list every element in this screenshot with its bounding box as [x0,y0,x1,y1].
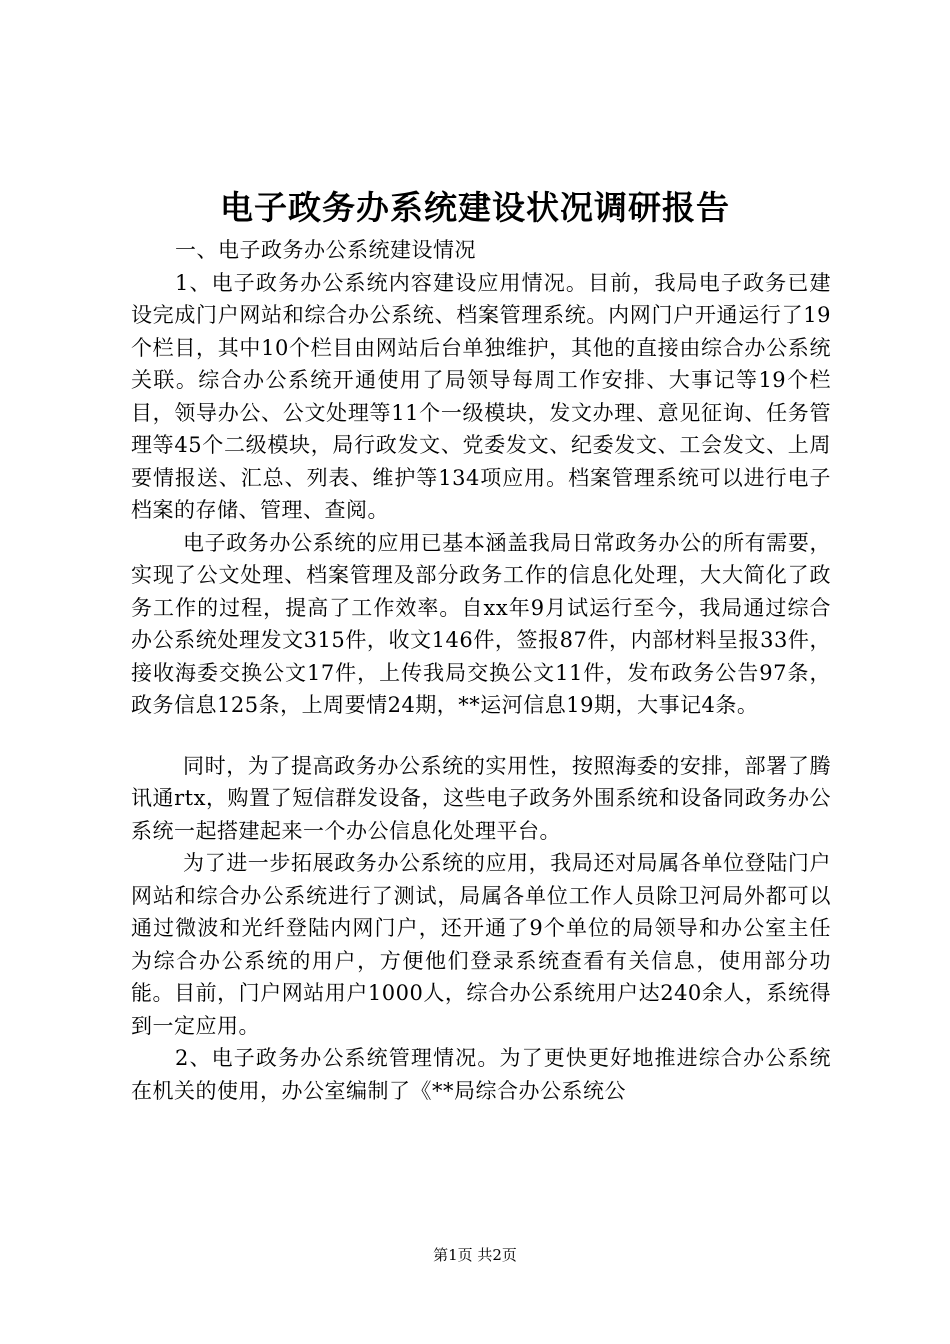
paragraph-2: 电子政务办公系统的应用已基本涵盖我局日常政务办公的所有需要，实现了公文处理、档案管理及部分政务工作的信息化处理，大大简化了政务工作的过程，提高了工作效率。自xx年9月试运行至今，我局通过综合办公系统处理发文315件，收文146件，签报87件，内部材料呈报33件，接收海委交换公文17件，上传我局交换公文11件，发布政务公告97条，政务信息125条，上周要情24期，**运河信息19期，大事记4条。 [131,530,831,717]
section-heading: 一、电子政务办公系统建设情况 [175,238,476,262]
paragraph-4: 为了进一步拓展政务办公系统的应用，我局还对局属各单位登陆门户网站和综合办公系统进行了测试，局属各单位工作人员除卫河局外都可以通过微波和光纤登陆内网门户，还开通了9个单位的局领导和办公室主任为综合办公系统的用户，方便他们登录系统查看有关信息，使用部分功能。目前，门户网站用户1000人，综合办公系统用户达240余人，系统得到一定应用。 [131,851,831,1038]
paragraph-3: 同时，为了提高政务办公系统的实用性，按照海委的安排，部署了腾讯通rtx，购置了短信群发设备，这些电子政务外围系统和设备同政务办公系统一起搭建起来一个办公信息化处理平台。 [131,753,831,843]
document-title: 电子政务办系统建设状况调研报告 [220,188,730,227]
paragraph-5: 2、电子政务办公系统管理情况。为了更快更好地推进综合办公系统在机关的使用，办公室编制了《**局综合办公系统公 [131,1046,831,1103]
document-body [131,234,831,1107]
paragraph-1: 1、电子政务办公系统内容建设应用情况。目前，我局电子政务已建设完成门户网站和综合办公系统、档案管理系统。内网门户开通运行了19个栏目，其中10个栏目由网站后台单独维护，其他的直接由综合办公系统关联。综合办公系统开通使用了局领导每周工作安排、大事记等19个栏目，领导办公、公文处理等11个一级模块，发文办理、意见征询、任务管理等45个二级模块，局行政发文、党委发文、纪委发文、工会发文、上周要情报送、汇总、列表、维护等134项应用。档案管理系统可以进行电子档案的存储、管理、查阅。 [131,270,831,522]
page-number: 第1页 共2页 [433,1246,517,1264]
